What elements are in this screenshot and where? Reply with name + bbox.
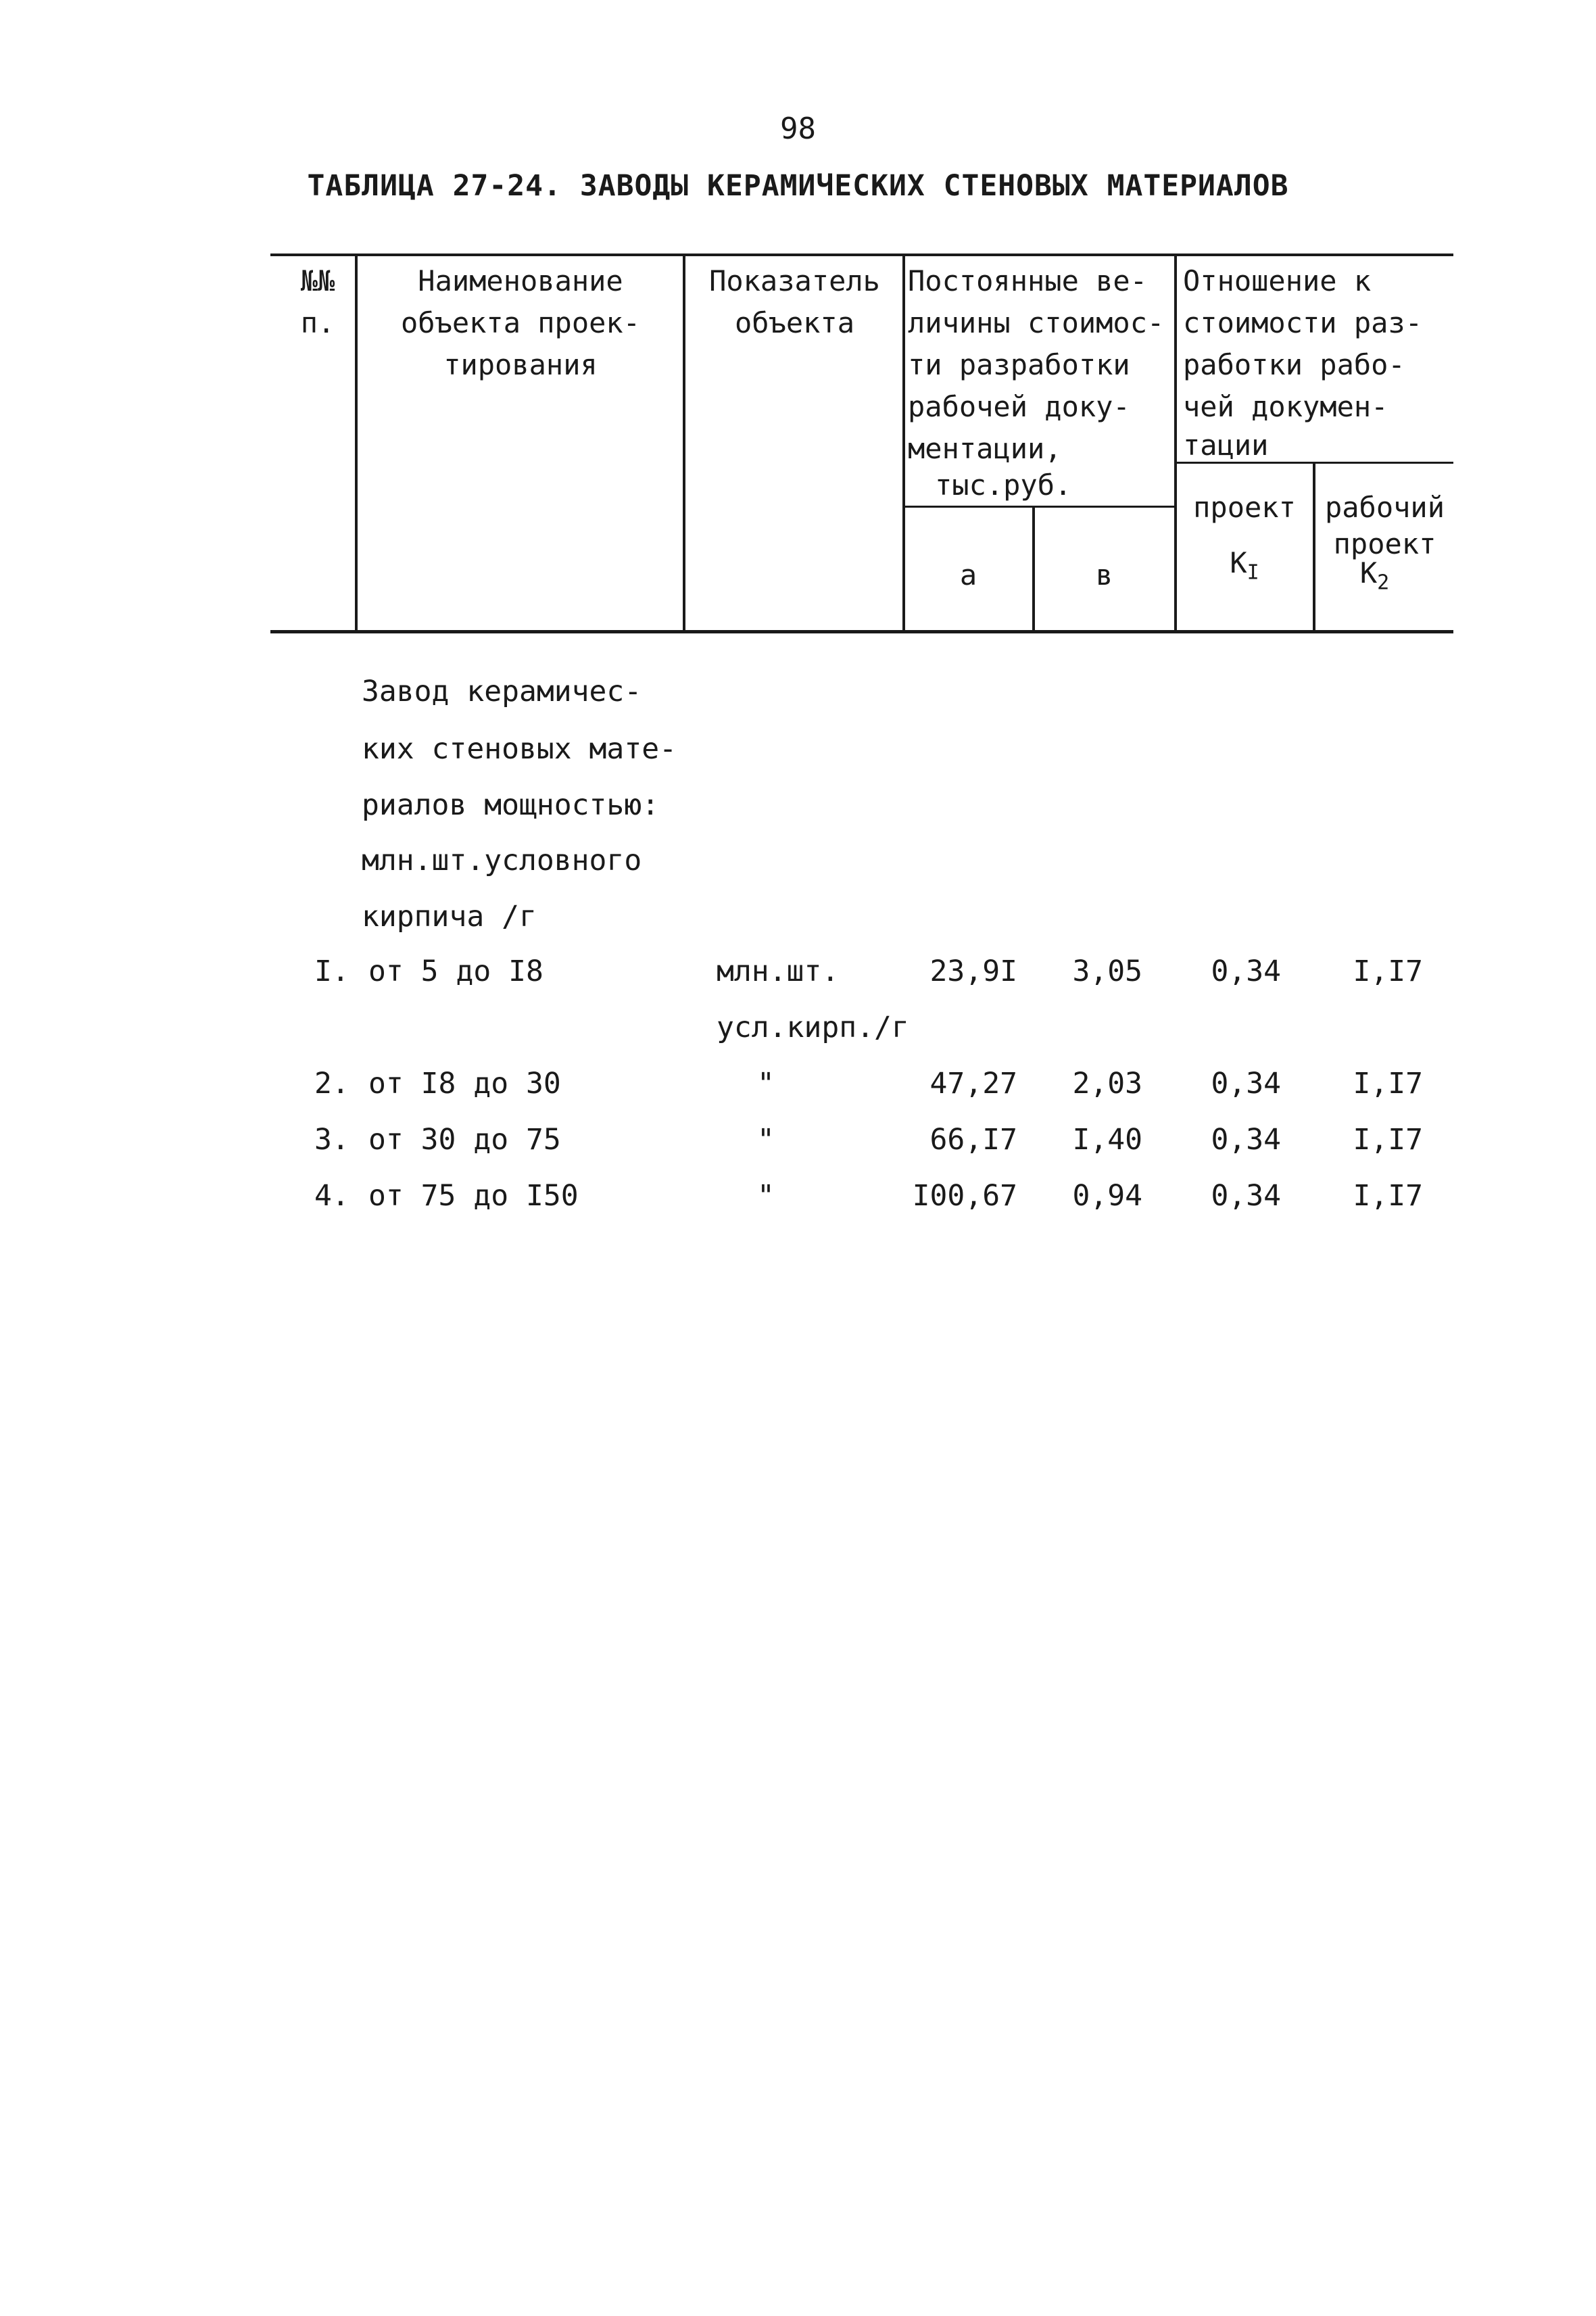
header-col-b: в [1095,558,1113,592]
section-line: Завод керамичес- [362,675,642,708]
col-divider-ab [1032,507,1035,631]
header-top-rule [270,254,1453,256]
row-number: 3. [314,1123,349,1157]
row-value-k1: 0,34 [1211,1179,1281,1213]
row-number: I. [314,955,349,988]
row-value-a: 23,9I [929,955,1017,988]
row-value-b: I,40 [1072,1123,1142,1157]
row-value-b: 2,03 [1072,1067,1142,1101]
header-indicator: Показатель объекта [709,264,880,339]
row-value-k2: I,I7 [1353,1179,1423,1213]
row-value-k2: I,I7 [1353,1067,1423,1101]
col-divider-2 [683,255,685,631]
section-line: риалов мощностью: [362,788,660,822]
row-unit: млн.шт. [717,955,840,988]
header-bottom-rule [270,630,1453,633]
constants-subrule [902,506,1174,508]
row-number: 4. [314,1179,349,1213]
row-value-a: 66,I7 [929,1123,1017,1157]
row-capacity: от 75 до I50 [368,1179,579,1213]
row-unit: " [757,1067,775,1101]
section-line: млн.шт.условного [362,844,642,877]
header-object-name: Наименование объекта проек- тирования [400,264,640,381]
row-value-b: 3,05 [1072,955,1142,988]
row-value-a: 47,27 [929,1067,1017,1101]
row-unit-line2: усл.кирп./г [717,1011,909,1044]
section-line: ких стеновых мате- [362,732,677,766]
header-k2: рабочий проект $К_2$ [1324,491,1445,595]
row-capacity: от I8 до 30 [368,1067,561,1101]
row-number: 2. [314,1067,349,1101]
row-value-a: I00,67 [912,1179,1017,1213]
row-capacity: от 30 до 75 [368,1123,561,1157]
header-no: №№ п. [300,264,335,339]
row-unit: " [757,1179,775,1213]
page-number: 98 [780,112,816,146]
row-capacity: от 5 до I8 [368,955,543,988]
row-value-k1: 0,34 [1211,1067,1281,1101]
header-k1: проект $К_I$ [1193,491,1296,585]
header-col-a: а [959,558,977,592]
table-title: ТАБЛИЦА 27-24. ЗАВОДЫ КЕРАМИЧЕСКИХ СТЕНОВЫХ МАТЕРИАЛОВ [307,169,1289,203]
row-value-k2: I,I7 [1353,1123,1423,1157]
row-value-k1: 0,34 [1211,1123,1281,1157]
row-value-k2: I,I7 [1353,955,1423,988]
section-line: кирпича /г [362,900,537,934]
row-value-b: 0,94 [1072,1179,1142,1213]
header-ratio: Отношение к стоимости раз- работки рабо- чей докумен- тации [1183,264,1423,462]
col-divider-k [1313,463,1315,631]
col-divider-1 [355,255,358,631]
col-divider-3 [902,255,905,631]
row-unit: " [757,1123,775,1157]
header-constants: Постоянные ве- личины стоимос- ти разработки рабочей доку- ментации, тыс.руб. [908,264,1165,502]
row-value-k1: 0,34 [1211,955,1281,988]
